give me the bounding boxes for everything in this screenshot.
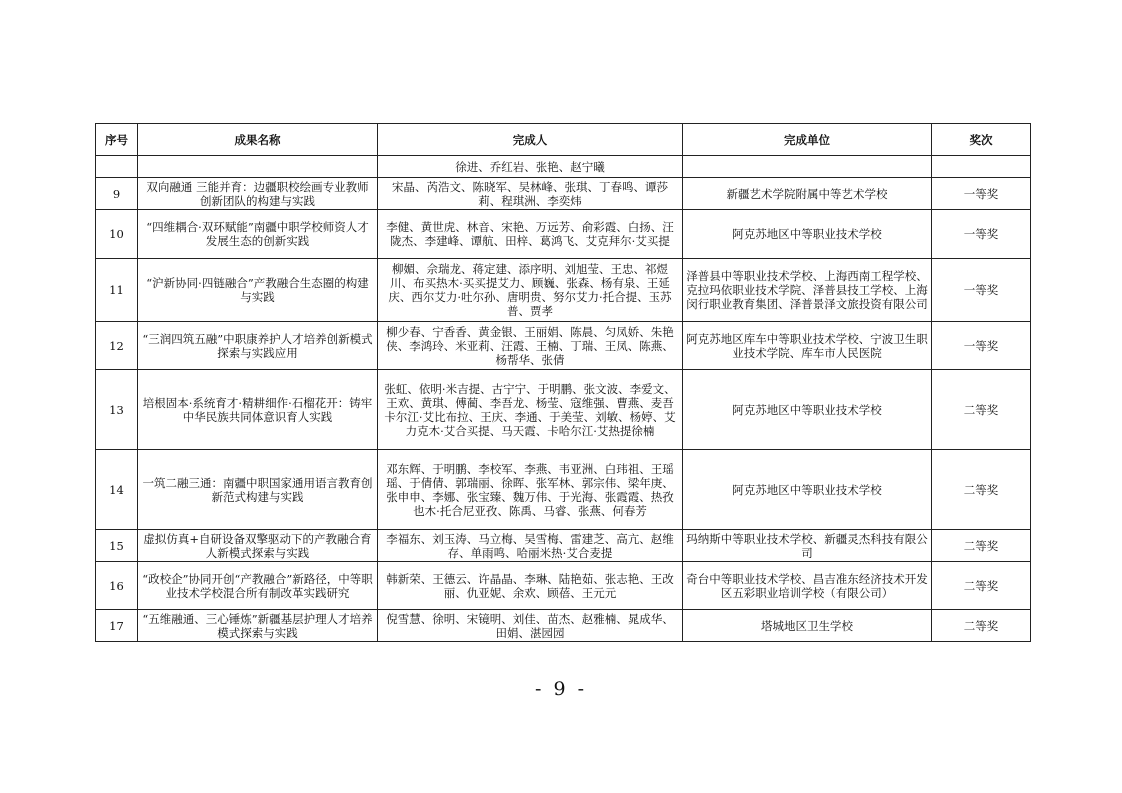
header-title: 成果名称 <box>138 124 378 156</box>
table-row <box>96 156 1031 178</box>
row-people: 柳媚、佘瑞龙、蒋定建、添序明、刘旭莹、王忠、祁煜川、布买热木·买买提艾力、顾巍、张森、杨有泉、王延庆、西尔艾力·吐尔孙、唐明贵、努尔艾力·托合提、玉苏普、贾孝 <box>378 259 683 322</box>
row-index: 11 <box>96 259 138 322</box>
row-unit: 阿克苏地区中等职业技术学校 <box>683 450 932 530</box>
header-award: 奖次 <box>932 124 1031 156</box>
table-row <box>96 370 1031 450</box>
row-unit: 玛纳斯中等职业技术学校、新疆灵杰科技有限公司 <box>683 530 932 562</box>
row-title: “三润四筑五融”中职康养护人才培养创新模式探索与实践应用 <box>138 322 378 370</box>
row-title: 虚拟仿真+自研设备双擎驱动下的产教融合育人新模式探索与实践 <box>138 530 378 562</box>
header-index: 序号 <box>96 124 138 156</box>
row-award: 二等奖 <box>932 370 1031 450</box>
page-number: - 9 - <box>534 678 587 700</box>
row-title: 双向融通 三能并育：边疆职校绘画专业教师创新团队的构建与实践 <box>138 178 378 210</box>
table-row <box>96 259 1031 322</box>
row-people: 张虹、依明·米吉提、古宁宁、于明鹏、张文波、李爱文、王欢、黄琪、傅蔺、李吾龙、杨莹、寇维强、曹燕、麦吾卡尔江·艾比布拉、王庆、李通、于美莹、刘敏、杨婷、艾力克木·艾合买提、马天霞、卡哈尔江·艾热提徐楠 <box>378 370 683 450</box>
row-unit: 泽普县中等职业技术学校、上海西南工程学校、克拉玛依职业技术学院、泽普县技工学校、上海闵行职业教育集团、泽普景泽文旅投资有限公司 <box>683 259 932 322</box>
row-title: 一筑二融三通：南疆中职国家通用语言教育创新范式构建与实践 <box>138 450 378 530</box>
row-title <box>138 156 378 178</box>
row-unit <box>683 156 932 178</box>
row-people: 邓东辉、于明鹏、李校军、李燕、韦亚洲、白玮祖、王瑶瑶、于倩倩、郭瑞丽、徐晖、张军林、郭宗伟、梁年庚、张申申、李娜、张宝臻、魏万伟、于光海、张霞霞、热孜也木·托合尼亚孜、陈禹、马睿、张燕、何春芳 <box>378 450 683 530</box>
row-award <box>932 156 1031 178</box>
row-award: 一等奖 <box>932 322 1031 370</box>
row-award: 一等奖 <box>932 178 1031 210</box>
row-award: 二等奖 <box>932 530 1031 562</box>
row-people: 柳少春、宁香香、黄金银、王丽娟、陈晨、匀凤娇、朱艳侠、李鸿玲、米亚莉、汪霞、王楠、丁瑞、王凤、陈燕、杨帮华、张倩 <box>378 322 683 370</box>
row-people: 李福东、刘玉涛、马立梅、吴雪梅、雷建芝、高亢、赵维存、单雨鸣、哈丽米热·艾合麦提 <box>378 530 683 562</box>
row-index: 9 <box>96 178 138 210</box>
row-award: 二等奖 <box>932 610 1031 642</box>
row-unit: 塔城地区卫生学校 <box>683 610 932 642</box>
table-row <box>96 322 1031 370</box>
row-index: 17 <box>96 610 138 642</box>
row-unit: 阿克苏地区库车中等职业技术学校、宁波卫生职业技术学院、库车市人民医院 <box>683 322 932 370</box>
row-title: “政校企”协同开创“产教融合”新路径，中等职业技术学校混合所有制改革实践研究 <box>138 562 378 610</box>
row-title: “四维耦合·双环赋能”南疆中职学校师资人才发展生态的创新实践 <box>138 210 378 259</box>
row-people: 倪雪慧、徐明、宋镜明、刘佳、苗杰、赵雅楠、晁成华、田娟、湛园园 <box>378 610 683 642</box>
table-row <box>96 530 1031 562</box>
table-row <box>96 562 1031 610</box>
row-award: 一等奖 <box>932 210 1031 259</box>
table-row <box>96 178 1031 210</box>
row-people: 李健、黄世虎、林音、宋艳、万远芳、俞彩霞、白扬、汪陇杰、李建峰、谭航、田梓、葛鸿飞、艾克拜尔·艾买提 <box>378 210 683 259</box>
table-row <box>96 210 1031 259</box>
header-row <box>96 124 1031 156</box>
row-title: 培根固本·系统育才·精耕细作·石榴花开：铸牢中华民族共同体意识育人实践 <box>138 370 378 450</box>
row-people: 宋晶、芮浩文、陈晓军、吴林峰、张琪、丁春鸣、谭莎莉、程琪洲、李奕炜 <box>378 178 683 210</box>
row-award: 二等奖 <box>932 562 1031 610</box>
row-index: 16 <box>96 562 138 610</box>
header-unit: 完成单位 <box>683 124 932 156</box>
row-people: 徐进、乔红岩、张艳、赵宁曦 <box>378 156 683 178</box>
row-index: 12 <box>96 322 138 370</box>
table-row <box>96 450 1031 530</box>
row-unit: 阿克苏地区中等职业技术学校 <box>683 370 932 450</box>
row-unit: 奇台中等职业技术学校、昌吉准东经济技术开发区五彩职业培训学校（有限公司） <box>683 562 932 610</box>
table-row <box>96 610 1031 642</box>
row-index: 10 <box>96 210 138 259</box>
row-title: “五维融通、三心锤炼”新疆基层护理人才培养模式探索与实践 <box>138 610 378 642</box>
row-award: 二等奖 <box>932 450 1031 530</box>
row-unit: 新疆艺术学院附属中等艺术学校 <box>683 178 932 210</box>
row-index: 14 <box>96 450 138 530</box>
row-index <box>96 156 138 178</box>
awards-table <box>95 123 1031 642</box>
header-people: 完成人 <box>378 124 683 156</box>
row-unit: 阿克苏地区中等职业技术学校 <box>683 210 932 259</box>
row-index: 15 <box>96 530 138 562</box>
row-award: 一等奖 <box>932 259 1031 322</box>
row-people: 韩新荣、王德云、许晶晶、李琳、陆艳茹、张志艳、王改丽、仇亚妮、余欢、顾蓓、王元元 <box>378 562 683 610</box>
row-index: 13 <box>96 370 138 450</box>
row-title: “沪新协同·四链融合”产教融合生态圈的构建与实践 <box>138 259 378 322</box>
